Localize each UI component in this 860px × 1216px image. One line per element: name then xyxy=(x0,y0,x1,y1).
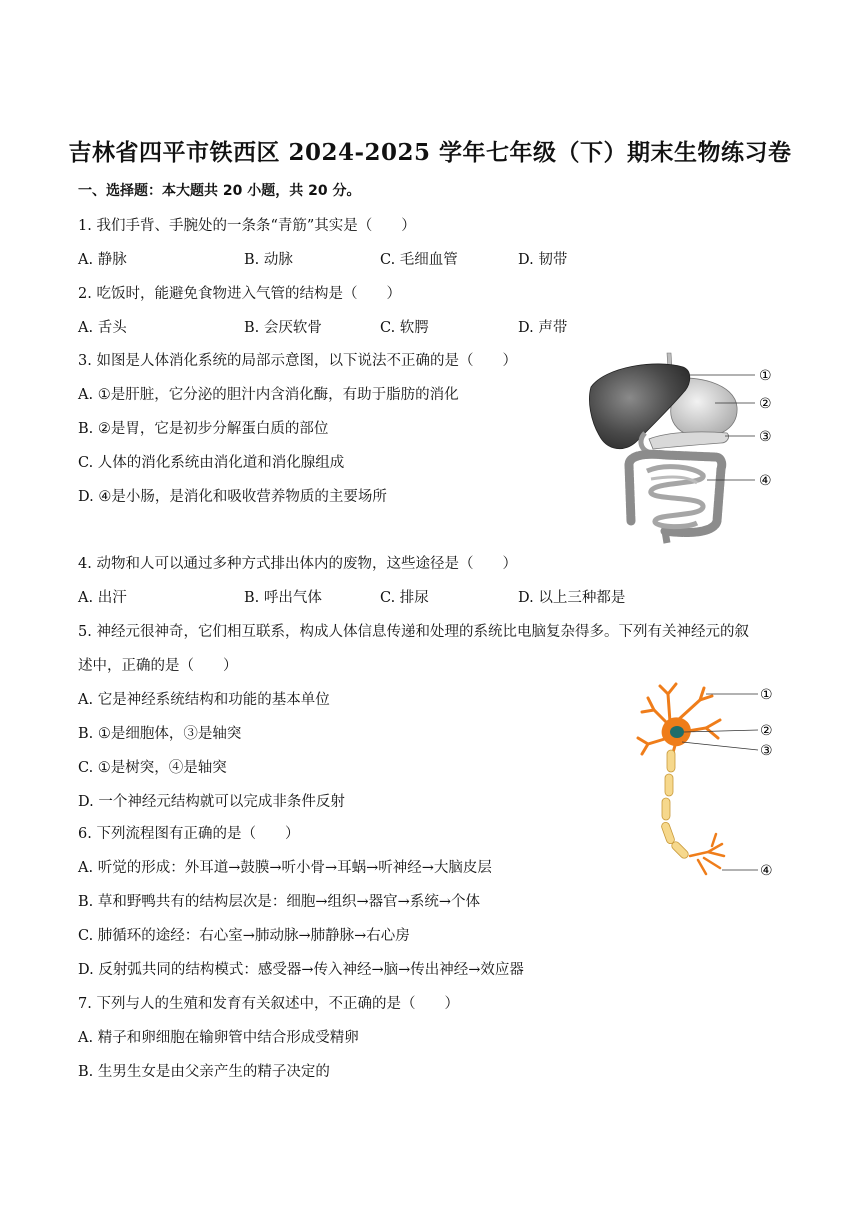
question-2-stem: 2. 吃饭时，能避免食物进入气管的结构是（ ） xyxy=(78,286,401,302)
q5-option-a: A. 它是神经系统结构和功能的基本单位 xyxy=(78,692,330,708)
fig2-label-3: ③ xyxy=(760,743,773,759)
question-4-stem: 4. 动物和人可以通过多种方式排出体内的废物，这些途径是（ ） xyxy=(78,556,517,572)
q4-option-d: D. 以上三种都是 xyxy=(518,590,626,606)
q3-option-b: B. ②是胃，它是初步分解蛋白质的部位 xyxy=(78,421,329,437)
q2-option-c: C. 软腭 xyxy=(380,320,429,336)
question-5-stem-line-1: 5. 神经元很神奇，它们相互联系，构成人体信息传递和处理的系统比电脑复杂得多。下列有关神经元的叙 xyxy=(78,624,749,640)
q6-option-a: A. 听觉的形成：外耳道→鼓膜→听小骨→耳蜗→听神经→大脑皮层 xyxy=(78,860,492,876)
q4-option-c: C. 排尿 xyxy=(380,590,429,606)
fig1-label-2: ② xyxy=(759,396,772,412)
section-heading: 一、选择题：本大题共 20 小题，共 20 分。 xyxy=(78,183,361,199)
nucleus-shape xyxy=(670,726,684,738)
digestive-system-figure xyxy=(585,345,785,545)
q5-option-c: C. ①是树突，④是轴突 xyxy=(78,760,227,776)
q1-option-b: B. 动脉 xyxy=(244,252,293,268)
fig2-label-4: ④ xyxy=(760,863,773,879)
q3-option-d: D. ④是小肠，是消化和吸收营养物质的主要场所 xyxy=(78,489,387,505)
page-title: 吉林省四平市铁西区 2024-2025 学年七年级（下）期末生物练习卷 xyxy=(68,139,792,166)
q7-option-b: B. 生男生女是由父亲产生的精子决定的 xyxy=(78,1064,330,1080)
q3-option-a: A. ①是肝脏，它分泌的胆汁内含消化酶，有助于脂肪的消化 xyxy=(78,387,459,403)
q6-option-c: C. 肺循环的途经：右心室→肺动脉→肺静脉→右心房 xyxy=(78,928,410,944)
q3-option-c: C. 人体的消化系统由消化道和消化腺组成 xyxy=(78,455,345,471)
q5-option-d: D. 一个神经元结构就可以完成非条件反射 xyxy=(78,794,345,810)
question-1-stem: 1. 我们手背、手腕处的一条条“青筋”其实是（ ） xyxy=(78,218,416,234)
q2-option-d: D. 声带 xyxy=(518,320,568,336)
question-3-stem: 3. 如图是人体消化系统的局部示意图，以下说法不正确的是（ ） xyxy=(78,353,517,369)
q2-option-a: A. 舌头 xyxy=(78,320,127,336)
fig1-label-4: ④ xyxy=(759,473,772,489)
q2-option-b: B. 会厌软骨 xyxy=(244,320,322,336)
fig2-label-1: ① xyxy=(760,687,773,703)
q4-option-b: B. 呼出气体 xyxy=(244,590,322,606)
question-5-stem-line-2: 述中，正确的是（ ） xyxy=(78,658,238,674)
neuron-figure xyxy=(634,680,784,885)
fig1-label-3: ③ xyxy=(759,429,772,445)
q5-option-b: B. ①是细胞体，③是轴突 xyxy=(78,726,242,742)
q7-option-a: A. 精子和卵细胞在输卵管中结合形成受精卵 xyxy=(78,1030,359,1046)
q6-option-d: D. 反射弧共同的结构模式：感受器→传入神经→脑→传出神经→效应器 xyxy=(78,962,524,978)
q4-option-a: A. 出汗 xyxy=(78,590,127,606)
question-6-stem: 6. 下列流程图有正确的是（ ） xyxy=(78,826,300,842)
q1-option-a: A. 静脉 xyxy=(78,252,127,268)
q1-option-c: C. 毛细血管 xyxy=(380,252,458,268)
q6-option-b: B. 草和野鸭共有的结构层次是：细胞→组织→器官→系统→个体 xyxy=(78,894,480,910)
fig1-label-1: ① xyxy=(759,368,772,384)
fig2-label-2: ② xyxy=(760,723,773,739)
question-7-stem: 7. 下列与人的生殖和发育有关叙述中，不正确的是（ ） xyxy=(78,996,459,1012)
q1-option-d: D. 韧带 xyxy=(518,252,568,268)
pancreas-shape xyxy=(649,432,729,449)
